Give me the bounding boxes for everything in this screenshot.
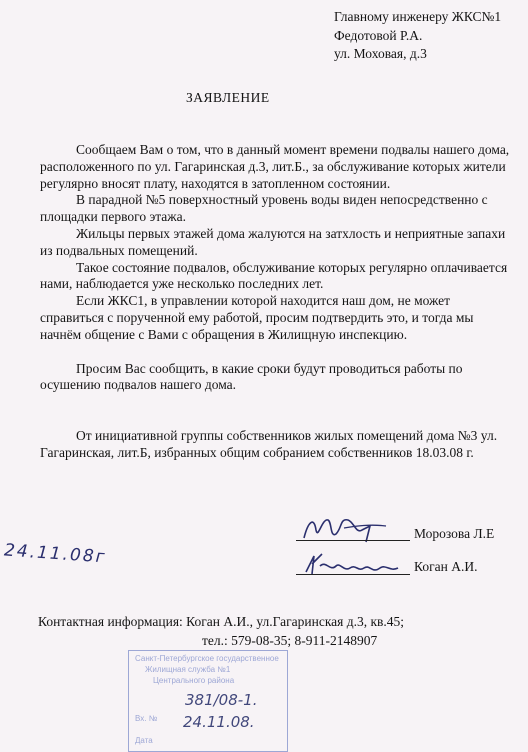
- spacer: [40, 394, 514, 428]
- paragraph: Сообщаем Вам о том, что в данный момент времени подвалы нашего дома, расположенного по ул. Гагаринская д.3, лит.Б., за обслуживание которых жители регулярно вносят плату, находятся в затопленном состоянии.: [40, 142, 510, 191]
- signature-line: [296, 540, 410, 541]
- addressee-line: ул. Моховая, д.3: [334, 46, 427, 61]
- stamp-line: Вх. №: [135, 714, 158, 723]
- signature-morozova: [296, 508, 414, 550]
- signature-line: [296, 574, 410, 575]
- paragraph: Если ЖКС1, в управлении которой находится наш дом, не может справиться с порученной ему работой, просим подтвердить это, и тогда мы начнём общение с Вами с обращения в Жилищную инспекцию.: [40, 293, 474, 342]
- contact-line: Контактная информация: Коган А.И., ул.Гагаринская д.3, кв.45;: [38, 614, 405, 629]
- signature-kogan: [300, 548, 412, 582]
- contact-info: [38, 612, 404, 650]
- stamp-reg-date: 24.11.08.: [183, 713, 255, 731]
- stamp-line: Дата: [135, 736, 153, 745]
- paragraph: В парадной №5 поверхностный уровень воды виден непосредственно с площадки первого этажа.: [40, 192, 488, 225]
- addressee-line: Федотовой Р.А.: [334, 27, 423, 43]
- stamp-line: Жилищная служба №1: [145, 665, 231, 674]
- paragraph: От инициативной группы собственников жилых помещений дома №3 ул. Гагаринская, лит.Б, избранных общим собранием собственников 18.03.08 г.: [40, 428, 498, 460]
- paragraph: Такое состояние подвалов, обслуживание которых регулярно оплачивается нами, наблюдается уже несколько последних лет.: [40, 259, 508, 292]
- contact-phone: тел.: 579-08-35; 8-911-2148907: [202, 633, 378, 648]
- handwritten-date: 24.11.08г: [3, 540, 108, 568]
- document-body: [40, 142, 514, 462]
- stamp-line: Санкт-Петербургское государственное: [135, 654, 279, 663]
- signer-name: Коган А.И.: [414, 559, 478, 574]
- signer-name: Морозова Л.Е: [414, 526, 495, 541]
- registration-stamp: [128, 650, 288, 752]
- paragraph: Жильцы первых этажей дома жалуются на затхлость и неприятные запахи из подвальных помещений.: [40, 225, 506, 258]
- spacer: [40, 344, 514, 361]
- addressee-line: Главному инженеру ЖКС№1: [334, 9, 502, 24]
- stamp-line: Центрального района: [153, 676, 235, 685]
- paragraph: Просим Вас сообщить, в какие сроки будут проводиться работы по осушению подвалов нашего дома.: [40, 360, 463, 393]
- document-title: ЗАЯВЛЕНИЕ: [186, 90, 270, 105]
- stamp-reg-number: 381/08-1.: [185, 691, 258, 709]
- addressee-block: [334, 8, 501, 64]
